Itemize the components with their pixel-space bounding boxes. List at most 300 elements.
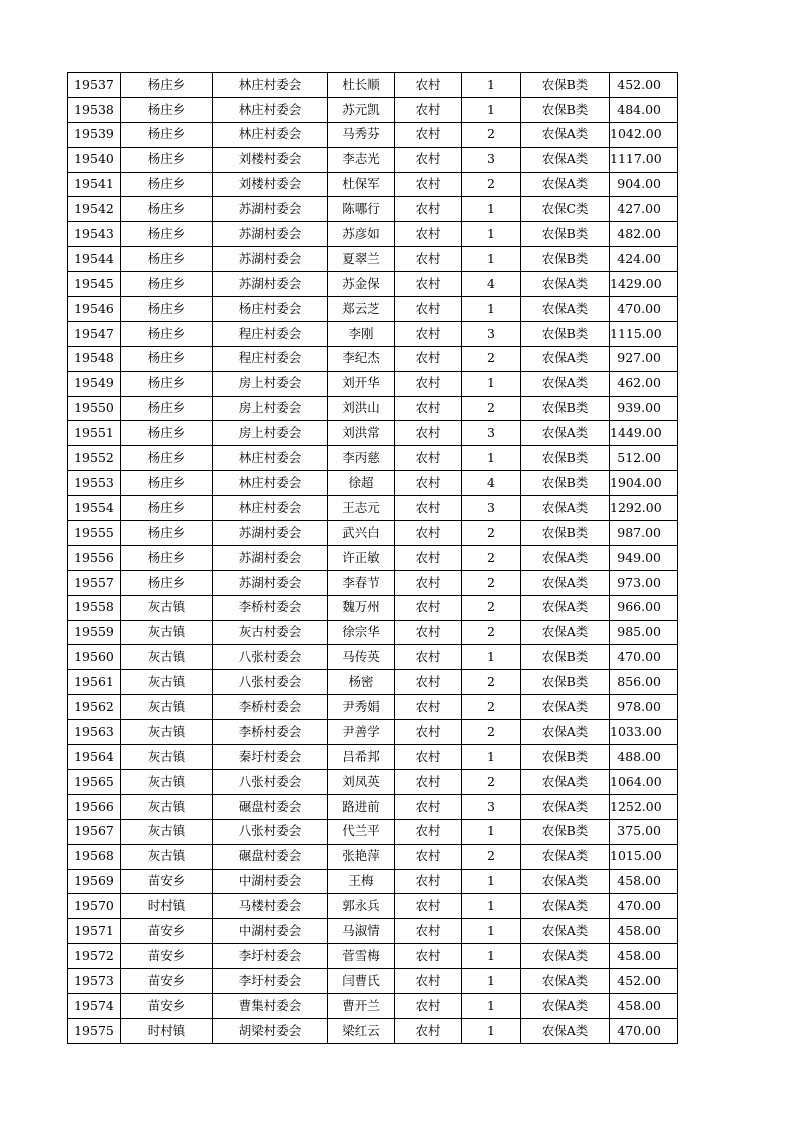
table-row bbox=[68, 620, 678, 645]
person-name-cell: 徐超 bbox=[328, 471, 395, 496]
village-committee-cell: 林庄村委会 bbox=[213, 446, 328, 471]
insurance-category-cell: 农保A类 bbox=[521, 496, 610, 521]
insurance-category-cell: 农保A类 bbox=[521, 919, 610, 944]
township-cell: 灰古镇 bbox=[121, 670, 213, 695]
person-name-cell: 路进前 bbox=[328, 794, 395, 819]
insurance-category-cell: 农保B类 bbox=[521, 73, 610, 98]
insurance-category-cell: 农保A类 bbox=[521, 1018, 610, 1043]
table-row bbox=[68, 346, 678, 371]
amount-cell: 484.00 bbox=[610, 97, 678, 122]
person-name-cell: 张艳萍 bbox=[328, 844, 395, 869]
household-count-cell: 1 bbox=[462, 73, 521, 98]
household-count-cell: 2 bbox=[462, 595, 521, 620]
table-row bbox=[68, 371, 678, 396]
household-count-cell: 2 bbox=[462, 396, 521, 421]
record-id-cell: 19569 bbox=[68, 869, 121, 894]
amount-cell: 904.00 bbox=[610, 172, 678, 197]
record-id-cell: 19551 bbox=[68, 421, 121, 446]
village-committee-cell: 刘楼村委会 bbox=[213, 147, 328, 172]
area-type-cell: 农村 bbox=[395, 819, 462, 844]
village-committee-cell: 灰古村委会 bbox=[213, 620, 328, 645]
amount-cell: 458.00 bbox=[610, 993, 678, 1018]
person-name-cell: 魏万州 bbox=[328, 595, 395, 620]
record-id-cell: 19573 bbox=[68, 969, 121, 994]
table-row bbox=[68, 695, 678, 720]
household-count-cell: 2 bbox=[462, 844, 521, 869]
person-name-cell: 尹秀娟 bbox=[328, 695, 395, 720]
household-count-cell: 2 bbox=[462, 695, 521, 720]
person-name-cell: 闫曹氏 bbox=[328, 969, 395, 994]
township-cell: 灰古镇 bbox=[121, 745, 213, 770]
person-name-cell: 武兴白 bbox=[328, 521, 395, 546]
area-type-cell: 农村 bbox=[395, 844, 462, 869]
person-name-cell: 许正敏 bbox=[328, 545, 395, 570]
area-type-cell: 农村 bbox=[395, 919, 462, 944]
insurance-category-cell: 农保B类 bbox=[521, 645, 610, 670]
village-committee-cell: 苏湖村委会 bbox=[213, 197, 328, 222]
household-count-cell: 1 bbox=[462, 645, 521, 670]
amount-cell: 470.00 bbox=[610, 645, 678, 670]
table-row bbox=[68, 122, 678, 147]
amount-cell: 1429.00 bbox=[610, 272, 678, 297]
record-id-cell: 19570 bbox=[68, 894, 121, 919]
township-cell: 杨庄乡 bbox=[121, 545, 213, 570]
area-type-cell: 农村 bbox=[395, 97, 462, 122]
area-type-cell: 农村 bbox=[395, 1018, 462, 1043]
amount-cell: 1064.00 bbox=[610, 769, 678, 794]
insurance-category-cell: 农保A类 bbox=[521, 297, 610, 322]
area-type-cell: 农村 bbox=[395, 521, 462, 546]
record-id-cell: 19556 bbox=[68, 545, 121, 570]
household-count-cell: 2 bbox=[462, 122, 521, 147]
person-name-cell: 李纪杰 bbox=[328, 346, 395, 371]
village-committee-cell: 李桥村委会 bbox=[213, 720, 328, 745]
table-row bbox=[68, 147, 678, 172]
record-id-cell: 19566 bbox=[68, 794, 121, 819]
person-name-cell: 杨密 bbox=[328, 670, 395, 695]
record-id-cell: 19538 bbox=[68, 97, 121, 122]
household-count-cell: 3 bbox=[462, 496, 521, 521]
household-count-cell: 1 bbox=[462, 745, 521, 770]
household-count-cell: 1 bbox=[462, 869, 521, 894]
amount-cell: 452.00 bbox=[610, 73, 678, 98]
household-count-cell: 4 bbox=[462, 272, 521, 297]
area-type-cell: 农村 bbox=[395, 620, 462, 645]
area-type-cell: 农村 bbox=[395, 421, 462, 446]
insurance-category-cell: 农保B类 bbox=[521, 446, 610, 471]
village-committee-cell: 林庄村委会 bbox=[213, 471, 328, 496]
amount-cell: 985.00 bbox=[610, 620, 678, 645]
table-row bbox=[68, 172, 678, 197]
table-row bbox=[68, 869, 678, 894]
insurance-category-cell: 农保A类 bbox=[521, 969, 610, 994]
area-type-cell: 农村 bbox=[395, 321, 462, 346]
insurance-category-cell: 农保B类 bbox=[521, 819, 610, 844]
amount-cell: 973.00 bbox=[610, 570, 678, 595]
insurance-category-cell: 农保B类 bbox=[521, 222, 610, 247]
table-row bbox=[68, 496, 678, 521]
household-count-cell: 2 bbox=[462, 769, 521, 794]
township-cell: 杨庄乡 bbox=[121, 147, 213, 172]
area-type-cell: 农村 bbox=[395, 197, 462, 222]
household-count-cell: 1 bbox=[462, 969, 521, 994]
record-id-cell: 19549 bbox=[68, 371, 121, 396]
person-name-cell: 马秀芬 bbox=[328, 122, 395, 147]
township-cell: 杨庄乡 bbox=[121, 496, 213, 521]
record-id-cell: 19544 bbox=[68, 247, 121, 272]
record-id-cell: 19574 bbox=[68, 993, 121, 1018]
village-committee-cell: 林庄村委会 bbox=[213, 97, 328, 122]
person-name-cell: 李丙慈 bbox=[328, 446, 395, 471]
table-row bbox=[68, 446, 678, 471]
township-cell: 苗安乡 bbox=[121, 969, 213, 994]
area-type-cell: 农村 bbox=[395, 446, 462, 471]
area-type-cell: 农村 bbox=[395, 396, 462, 421]
person-name-cell: 刘洪山 bbox=[328, 396, 395, 421]
table-row bbox=[68, 969, 678, 994]
amount-cell: 1449.00 bbox=[610, 421, 678, 446]
insurance-category-cell: 农保A类 bbox=[521, 769, 610, 794]
insurance-category-cell: 农保A类 bbox=[521, 869, 610, 894]
household-count-cell: 1 bbox=[462, 894, 521, 919]
village-committee-cell: 李桥村委会 bbox=[213, 595, 328, 620]
person-name-cell: 尹善学 bbox=[328, 720, 395, 745]
person-name-cell: 夏翠兰 bbox=[328, 247, 395, 272]
person-name-cell: 王志元 bbox=[328, 496, 395, 521]
table-row bbox=[68, 321, 678, 346]
township-cell: 灰古镇 bbox=[121, 794, 213, 819]
insurance-category-cell: 农保B类 bbox=[521, 247, 610, 272]
household-count-cell: 2 bbox=[462, 172, 521, 197]
township-cell: 杨庄乡 bbox=[121, 471, 213, 496]
area-type-cell: 农村 bbox=[395, 222, 462, 247]
amount-cell: 470.00 bbox=[610, 894, 678, 919]
village-committee-cell: 李桥村委会 bbox=[213, 695, 328, 720]
record-id-cell: 19559 bbox=[68, 620, 121, 645]
person-name-cell: 李志光 bbox=[328, 147, 395, 172]
insurance-category-cell: 农保A类 bbox=[521, 944, 610, 969]
table-row bbox=[68, 247, 678, 272]
insurance-category-cell: 农保A类 bbox=[521, 346, 610, 371]
area-type-cell: 农村 bbox=[395, 496, 462, 521]
amount-cell: 1015.00 bbox=[610, 844, 678, 869]
household-count-cell: 1 bbox=[462, 222, 521, 247]
township-cell: 杨庄乡 bbox=[121, 197, 213, 222]
village-committee-cell: 曹集村委会 bbox=[213, 993, 328, 1018]
insurance-category-cell: 农保B类 bbox=[521, 321, 610, 346]
person-name-cell: 刘凤英 bbox=[328, 769, 395, 794]
table-row bbox=[68, 197, 678, 222]
amount-cell: 927.00 bbox=[610, 346, 678, 371]
insurance-category-cell: 农保A类 bbox=[521, 122, 610, 147]
township-cell: 杨庄乡 bbox=[121, 73, 213, 98]
township-cell: 杨庄乡 bbox=[121, 272, 213, 297]
village-committee-cell: 李圩村委会 bbox=[213, 944, 328, 969]
insurance-category-cell: 农保A类 bbox=[521, 147, 610, 172]
table-row bbox=[68, 894, 678, 919]
person-name-cell: 李春节 bbox=[328, 570, 395, 595]
person-name-cell: 苏金保 bbox=[328, 272, 395, 297]
township-cell: 灰古镇 bbox=[121, 595, 213, 620]
table-row bbox=[68, 720, 678, 745]
township-cell: 苗安乡 bbox=[121, 993, 213, 1018]
household-count-cell: 1 bbox=[462, 993, 521, 1018]
amount-cell: 987.00 bbox=[610, 521, 678, 546]
household-count-cell: 1 bbox=[462, 247, 521, 272]
area-type-cell: 农村 bbox=[395, 346, 462, 371]
village-committee-cell: 苏湖村委会 bbox=[213, 570, 328, 595]
insurance-category-cell: 农保B类 bbox=[521, 97, 610, 122]
record-id-cell: 19546 bbox=[68, 297, 121, 322]
area-type-cell: 农村 bbox=[395, 73, 462, 98]
person-name-cell: 杜保军 bbox=[328, 172, 395, 197]
amount-cell: 1252.00 bbox=[610, 794, 678, 819]
area-type-cell: 农村 bbox=[395, 272, 462, 297]
amount-cell: 458.00 bbox=[610, 944, 678, 969]
township-cell: 杨庄乡 bbox=[121, 321, 213, 346]
insurance-category-cell: 农保A类 bbox=[521, 371, 610, 396]
insurance-category-cell: 农保C类 bbox=[521, 197, 610, 222]
township-cell: 苗安乡 bbox=[121, 869, 213, 894]
record-id-cell: 19560 bbox=[68, 645, 121, 670]
village-committee-cell: 房上村委会 bbox=[213, 396, 328, 421]
area-type-cell: 农村 bbox=[395, 172, 462, 197]
person-name-cell: 刘洪常 bbox=[328, 421, 395, 446]
record-id-cell: 19555 bbox=[68, 521, 121, 546]
township-cell: 杨庄乡 bbox=[121, 97, 213, 122]
record-id-cell: 19563 bbox=[68, 720, 121, 745]
insurance-category-cell: 农保B类 bbox=[521, 471, 610, 496]
record-id-cell: 19553 bbox=[68, 471, 121, 496]
area-type-cell: 农村 bbox=[395, 894, 462, 919]
person-name-cell: 刘开华 bbox=[328, 371, 395, 396]
amount-cell: 1033.00 bbox=[610, 720, 678, 745]
amount-cell: 458.00 bbox=[610, 869, 678, 894]
household-count-cell: 1 bbox=[462, 919, 521, 944]
person-name-cell: 马传英 bbox=[328, 645, 395, 670]
insurance-category-cell: 农保B类 bbox=[521, 670, 610, 695]
amount-cell: 427.00 bbox=[610, 197, 678, 222]
amount-cell: 856.00 bbox=[610, 670, 678, 695]
insurance-category-cell: 农保A类 bbox=[521, 695, 610, 720]
township-cell: 杨庄乡 bbox=[121, 371, 213, 396]
area-type-cell: 农村 bbox=[395, 670, 462, 695]
table-row bbox=[68, 521, 678, 546]
area-type-cell: 农村 bbox=[395, 720, 462, 745]
household-count-cell: 3 bbox=[462, 321, 521, 346]
village-committee-cell: 苏湖村委会 bbox=[213, 247, 328, 272]
table-row bbox=[68, 819, 678, 844]
village-committee-cell: 中湖村委会 bbox=[213, 919, 328, 944]
household-count-cell: 4 bbox=[462, 471, 521, 496]
township-cell: 灰古镇 bbox=[121, 844, 213, 869]
record-id-cell: 19542 bbox=[68, 197, 121, 222]
village-committee-cell: 苏湖村委会 bbox=[213, 222, 328, 247]
table-row bbox=[68, 919, 678, 944]
insurance-category-cell: 农保B类 bbox=[521, 745, 610, 770]
area-type-cell: 农村 bbox=[395, 645, 462, 670]
village-committee-cell: 林庄村委会 bbox=[213, 122, 328, 147]
household-count-cell: 2 bbox=[462, 670, 521, 695]
table-row bbox=[68, 73, 678, 98]
person-name-cell: 代兰平 bbox=[328, 819, 395, 844]
township-cell: 杨庄乡 bbox=[121, 446, 213, 471]
table-row bbox=[68, 272, 678, 297]
village-committee-cell: 胡梁村委会 bbox=[213, 1018, 328, 1043]
amount-cell: 966.00 bbox=[610, 595, 678, 620]
township-cell: 苗安乡 bbox=[121, 944, 213, 969]
insurance-category-cell: 农保A类 bbox=[521, 421, 610, 446]
amount-cell: 462.00 bbox=[610, 371, 678, 396]
insurance-category-cell: 农保A类 bbox=[521, 720, 610, 745]
village-committee-cell: 刘楼村委会 bbox=[213, 172, 328, 197]
record-id-cell: 19537 bbox=[68, 73, 121, 98]
household-count-cell: 1 bbox=[462, 944, 521, 969]
amount-cell: 1904.00 bbox=[610, 471, 678, 496]
village-committee-cell: 林庄村委会 bbox=[213, 73, 328, 98]
record-id-cell: 19568 bbox=[68, 844, 121, 869]
person-name-cell: 杜长顺 bbox=[328, 73, 395, 98]
record-id-cell: 19543 bbox=[68, 222, 121, 247]
amount-cell: 482.00 bbox=[610, 222, 678, 247]
township-cell: 杨庄乡 bbox=[121, 346, 213, 371]
area-type-cell: 农村 bbox=[395, 371, 462, 396]
person-name-cell: 郭永兵 bbox=[328, 894, 395, 919]
household-count-cell: 1 bbox=[462, 297, 521, 322]
insurance-category-cell: 农保A类 bbox=[521, 272, 610, 297]
amount-cell: 939.00 bbox=[610, 396, 678, 421]
village-committee-cell: 李圩村委会 bbox=[213, 969, 328, 994]
record-id-cell: 19564 bbox=[68, 745, 121, 770]
table-row bbox=[68, 745, 678, 770]
person-name-cell: 梁红云 bbox=[328, 1018, 395, 1043]
area-type-cell: 农村 bbox=[395, 794, 462, 819]
amount-cell: 375.00 bbox=[610, 819, 678, 844]
area-type-cell: 农村 bbox=[395, 297, 462, 322]
village-committee-cell: 秦圩村委会 bbox=[213, 745, 328, 770]
household-count-cell: 3 bbox=[462, 421, 521, 446]
household-count-cell: 1 bbox=[462, 446, 521, 471]
household-count-cell: 3 bbox=[462, 794, 521, 819]
village-committee-cell: 程庄村委会 bbox=[213, 321, 328, 346]
area-type-cell: 农村 bbox=[395, 869, 462, 894]
household-count-cell: 2 bbox=[462, 346, 521, 371]
village-committee-cell: 碾盘村委会 bbox=[213, 794, 328, 819]
insurance-category-cell: 农保A类 bbox=[521, 172, 610, 197]
area-type-cell: 农村 bbox=[395, 595, 462, 620]
insurance-category-cell: 农保A类 bbox=[521, 595, 610, 620]
township-cell: 杨庄乡 bbox=[121, 421, 213, 446]
amount-cell: 458.00 bbox=[610, 919, 678, 944]
household-count-cell: 1 bbox=[462, 1018, 521, 1043]
household-count-cell: 1 bbox=[462, 197, 521, 222]
insurance-category-cell: 农保A类 bbox=[521, 844, 610, 869]
area-type-cell: 农村 bbox=[395, 247, 462, 272]
table-row bbox=[68, 297, 678, 322]
household-count-cell: 2 bbox=[462, 620, 521, 645]
township-cell: 灰古镇 bbox=[121, 620, 213, 645]
table-row bbox=[68, 844, 678, 869]
village-committee-cell: 八张村委会 bbox=[213, 769, 328, 794]
record-id-cell: 19575 bbox=[68, 1018, 121, 1043]
area-type-cell: 农村 bbox=[395, 570, 462, 595]
table-row bbox=[68, 794, 678, 819]
township-cell: 杨庄乡 bbox=[121, 247, 213, 272]
village-committee-cell: 苏湖村委会 bbox=[213, 272, 328, 297]
person-name-cell: 郑云芝 bbox=[328, 297, 395, 322]
table-row bbox=[68, 396, 678, 421]
table-row bbox=[68, 421, 678, 446]
township-cell: 灰古镇 bbox=[121, 695, 213, 720]
record-id-cell: 19571 bbox=[68, 919, 121, 944]
person-name-cell: 曹开兰 bbox=[328, 993, 395, 1018]
village-committee-cell: 房上村委会 bbox=[213, 371, 328, 396]
household-count-cell: 2 bbox=[462, 720, 521, 745]
table-row bbox=[68, 670, 678, 695]
amount-cell: 424.00 bbox=[610, 247, 678, 272]
household-count-cell: 2 bbox=[462, 545, 521, 570]
village-committee-cell: 八张村委会 bbox=[213, 819, 328, 844]
village-committee-cell: 程庄村委会 bbox=[213, 346, 328, 371]
record-id-cell: 19561 bbox=[68, 670, 121, 695]
person-name-cell: 苏元凯 bbox=[328, 97, 395, 122]
record-id-cell: 19548 bbox=[68, 346, 121, 371]
amount-cell: 978.00 bbox=[610, 695, 678, 720]
household-count-cell: 1 bbox=[462, 819, 521, 844]
village-committee-cell: 苏湖村委会 bbox=[213, 521, 328, 546]
table-row bbox=[68, 645, 678, 670]
village-committee-cell: 林庄村委会 bbox=[213, 496, 328, 521]
area-type-cell: 农村 bbox=[395, 471, 462, 496]
village-committee-cell: 房上村委会 bbox=[213, 421, 328, 446]
area-type-cell: 农村 bbox=[395, 969, 462, 994]
insurance-category-cell: 农保B类 bbox=[521, 396, 610, 421]
table-row bbox=[68, 595, 678, 620]
amount-cell: 1117.00 bbox=[610, 147, 678, 172]
record-id-cell: 19562 bbox=[68, 695, 121, 720]
insurance-category-cell: 农保A类 bbox=[521, 894, 610, 919]
record-id-cell: 19547 bbox=[68, 321, 121, 346]
village-committee-cell: 苏湖村委会 bbox=[213, 545, 328, 570]
table-row bbox=[68, 993, 678, 1018]
table-row bbox=[68, 222, 678, 247]
amount-cell: 488.00 bbox=[610, 745, 678, 770]
record-id-cell: 19567 bbox=[68, 819, 121, 844]
record-id-cell: 19557 bbox=[68, 570, 121, 595]
insurance-category-cell: 农保A类 bbox=[521, 545, 610, 570]
amount-cell: 1115.00 bbox=[610, 321, 678, 346]
village-committee-cell: 马楼村委会 bbox=[213, 894, 328, 919]
township-cell: 灰古镇 bbox=[121, 645, 213, 670]
township-cell: 灰古镇 bbox=[121, 819, 213, 844]
table-row bbox=[68, 545, 678, 570]
records-table bbox=[67, 72, 678, 1044]
township-cell: 杨庄乡 bbox=[121, 122, 213, 147]
records-table-body bbox=[68, 73, 678, 1044]
insurance-category-cell: 农保B类 bbox=[521, 521, 610, 546]
village-committee-cell: 中湖村委会 bbox=[213, 869, 328, 894]
record-id-cell: 19539 bbox=[68, 122, 121, 147]
insurance-category-cell: 农保A类 bbox=[521, 570, 610, 595]
village-committee-cell: 八张村委会 bbox=[213, 645, 328, 670]
insurance-category-cell: 农保A类 bbox=[521, 620, 610, 645]
household-count-cell: 1 bbox=[462, 97, 521, 122]
amount-cell: 512.00 bbox=[610, 446, 678, 471]
amount-cell: 470.00 bbox=[610, 297, 678, 322]
household-count-cell: 2 bbox=[462, 570, 521, 595]
amount-cell: 1042.00 bbox=[610, 122, 678, 147]
township-cell: 杨庄乡 bbox=[121, 396, 213, 421]
